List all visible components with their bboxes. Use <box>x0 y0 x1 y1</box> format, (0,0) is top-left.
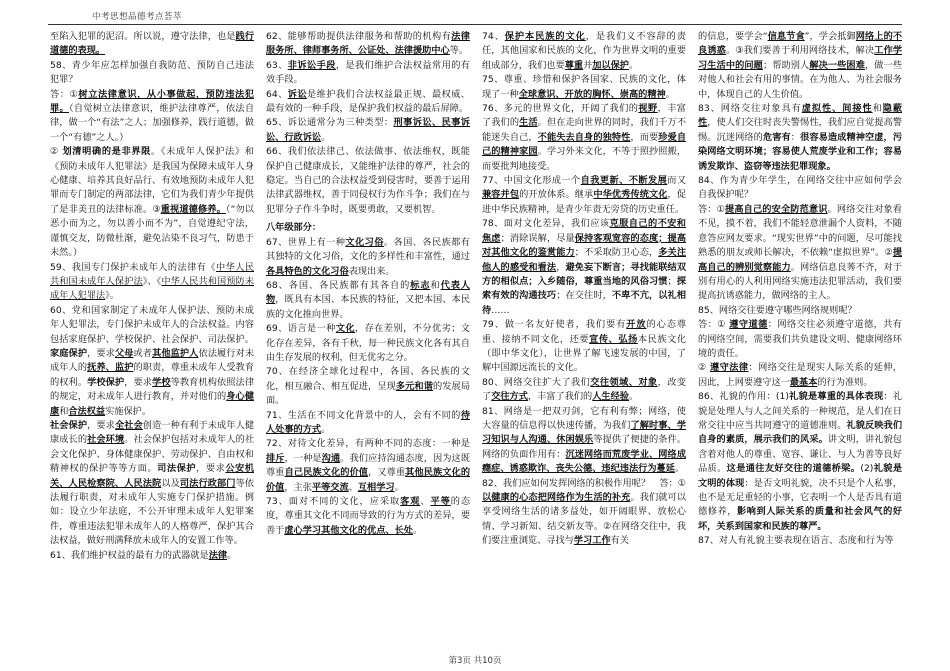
key-point-text: 非诉讼手段 <box>287 59 336 71</box>
body-text: ，丰富了我们的 <box>482 103 686 129</box>
key-point-text: 交往方式 <box>491 391 528 403</box>
key-point-text: 很容易造成精神空虚，污染网络文明环境；容易使人荒废学业和工作；容易诱发欺诈、盗窃等违法犯罪现象。 <box>698 131 902 172</box>
key-point-text: 践行道德的表现。 <box>50 31 254 57</box>
body-text: 。 <box>629 59 639 71</box>
body-text: 75、尊重、珍惜和保护各国家、民族的文化，体现了一种 <box>482 74 686 100</box>
body-text: 等教育机构依照法律的规定，对未成年人进行教育，并对他们的 <box>50 376 254 403</box>
body-text: 77、中国文化形成一个 <box>482 175 581 187</box>
body-text: 。③我们要善于利用网络技术，解决 <box>725 45 875 57</box>
body-text: ，要求 <box>196 463 226 475</box>
key-point-text: 保护本民族的文化 <box>504 31 586 42</box>
body-text: ：是否文明礼貌，决不只是个人私事，也不是无足重轻的小事，它表明一个人是否具有道德修养， <box>698 477 902 518</box>
key-point-text: 刑事诉讼、民事诉讼、行政诉讼 <box>266 117 470 143</box>
paragraph <box>482 73 686 102</box>
body-text: 67、世界上有一种 <box>266 236 346 248</box>
key-point-text: 这是通往友好交往的道德桥梁。 <box>726 463 861 475</box>
paragraph <box>266 437 470 495</box>
body-text: 的信息，要学会“ <box>698 31 768 42</box>
key-point-text: 危害有 <box>762 131 791 143</box>
body-text: 答：① <box>50 88 79 100</box>
body-text: 的态度，尊重其文化不同而导致的行为方式的差异，要善于 <box>266 496 470 536</box>
key-point-text: 排斥 <box>266 452 285 464</box>
body-text: 答：① <box>698 319 730 331</box>
paragraph <box>482 477 686 549</box>
key-point-text: 保持客观宽容的态度；提高对其他文化的鉴赏能力 <box>482 232 686 259</box>
key-point-text: 父母 <box>114 347 134 359</box>
key-point-text: 虚拟性、间接性 <box>801 103 873 115</box>
body-text: ，促进中华民族精神，是青少年责无旁贷的历史重任。 <box>482 189 686 215</box>
body-text: 的行为准则。 <box>817 376 873 388</box>
key-point-text: 合法权益 <box>68 405 106 417</box>
key-point-text: 探索有效的沟通技巧 <box>482 275 686 302</box>
key-point-text: 公安机关、人民检察院、人民法院 <box>50 463 254 489</box>
body-text: ；不采取防卫心态， <box>574 247 659 259</box>
key-point-text: 沉迷网络而荒废学业、网络成瘾症、诱惑欺诈、丧失公德、违纪违法行为蔓延 <box>482 448 686 475</box>
paragraph <box>266 365 470 408</box>
key-point-text: 文化习俗 <box>345 236 384 248</box>
paragraph <box>482 102 686 174</box>
key-point-text: 不能失去自身的独特性 <box>537 131 631 143</box>
body-text: （自觉树立法律意识，维护法律尊严，依法自律，做一个“有法”之人；加强修养，践行道德，做一个“有德”之人。） <box>50 103 254 143</box>
body-text: 74、 <box>482 31 505 42</box>
key-point-text: 学校保护 <box>87 376 125 388</box>
body-text: ；帮助别人 <box>762 59 810 71</box>
body-text: 、 <box>348 481 358 493</box>
body-text: 。《未成年人保护法》和《预防未成年人犯罪法》是我国为保障未成年人身心健康、培养其良好品行、有效地预防未成年人犯罪而专门制定的两部法律，它们为我们青少年提供了是非美丑的法律标准。③ <box>50 146 254 215</box>
body-text: ：网络交往必须遵守道德，共有的网络空间，需要我们共负建设文明、健康网络环境的责任。 <box>698 319 902 359</box>
key-point-text: 宣传、弘扬 <box>589 333 638 345</box>
key-point-text: 避免妄下断言；寻找能联结双方的相似点；入乡随俗，尊重当地的风俗习惯 <box>482 261 686 287</box>
body-text: 》。 <box>105 290 119 302</box>
body-text: (2) <box>860 463 874 475</box>
paragraph <box>50 59 254 88</box>
key-point-text: 影响到人际关系的质量和社会风气的好坏，关系到国家和民族的尊严。 <box>698 506 902 532</box>
body-text: ，主张 <box>284 481 312 493</box>
body-text: 。网络交往对象看不见，摸不着，我们不能轻意泄漏个人资料，不随意答应网友要求。“现实世界”中的问题，尽可能找熟悉的朋友或师长解决，不依赖“虚拟世界”。② <box>698 203 902 259</box>
body-text: 实施保护。 <box>105 405 152 417</box>
body-text: 。各国、各民族都有其独特的文化习俗，文化的多样性和丰富性，通过 <box>266 236 470 263</box>
key-point-text: 待人处事的方式 <box>266 409 470 435</box>
body-text: 59、我国专门保护未成年人的法律有《 <box>50 261 216 273</box>
key-point-text: 尊重 <box>564 59 584 71</box>
key-point-text: 标志 <box>410 279 431 291</box>
key-point-text: 交往领域、对象 <box>590 376 658 388</box>
key-point-text: 自我更新、不断发展 <box>580 175 668 187</box>
body-text: 73、面对不同的文化，应采取 <box>266 496 401 507</box>
key-point-text: 司法行政部门 <box>179 477 236 489</box>
key-point-text: 树立法律意识，从小事做起，预防违法犯罪。 <box>50 88 254 115</box>
key-point-text: 各具特色的文化习俗 <box>266 265 349 277</box>
body-text: 本民族文化（即中华文化），让世界了解飞速发展的中国，了解中国源远流长的文化。 <box>482 333 686 374</box>
key-point-text: 沟通 <box>321 452 341 464</box>
body-text: 84、作为青少年学生，在网络交往中应如何学会自我保护呢？ <box>698 175 902 201</box>
body-text: 78、面对文化差异，我们应该 <box>482 218 610 230</box>
body-text: 。但在走向世界的同时，我们千万不能迷失自己， <box>482 117 686 143</box>
paragraph <box>50 419 254 549</box>
key-point-text: 礼貌是尊重的具体表现 <box>788 391 884 403</box>
body-text: ，丰富了我们的 <box>527 391 593 403</box>
key-point-text: 生活 <box>519 117 538 129</box>
body-text: 。社会保护包括对未成年人的社会文化保护、身体健康保护、劳动保护、自由权和精神权的保护等等方面。 <box>50 434 254 475</box>
body-text: ； <box>667 275 677 287</box>
paragraph <box>266 145 470 217</box>
key-point-text: 信息节食 <box>767 31 805 42</box>
paragraph <box>698 30 902 102</box>
body-text: ，是我们义不容辞的责任，其他国家和民族的文化，作为世界文明的重要组成部分，我们也要 <box>482 31 686 71</box>
body-text: 、 <box>420 496 431 507</box>
body-text: 表现出来。 <box>348 265 395 277</box>
paragraph <box>50 145 254 260</box>
body-text: 。网络信息良莠不齐，对于别有用心的人利用网络实施违法犯罪活动，我们要提高抗诱惑能力，做网络的主人。 <box>698 261 902 302</box>
key-point-text: 社会保护 <box>50 419 88 431</box>
body-text: ，而要 <box>630 131 659 143</box>
body-text: 61、我们维护权益的最有力的武器就是 <box>50 549 209 561</box>
paragraph <box>266 30 470 59</box>
body-text: 82、我们应如何发挥网络的积极作用呢？ 答：① <box>482 477 686 489</box>
body-text: ：礼貌是处理人与人之间关系的一种规范，是人们在日常交往中应当共同遵守的道德准则。 <box>698 391 902 431</box>
body-text: ，存在差别，不分优劣；文化存在差异，各有千秋，每一种民族文化各有其自由生存发展的权利，但无优劣之分。 <box>266 323 470 363</box>
body-text: 62、能够帮助提供法律服务和帮助的机构有 <box>266 31 452 42</box>
body-text: 或者 <box>133 347 153 359</box>
body-text: 等依法履行职责，对未成年人实施专门保护措施。例如：设立少年法庭，不公开审理未成年人犯罪案件，尊重违法犯罪未成年人的人格尊严，保护其合法权益，做好刑满释放未成年人的安置工作等。 <box>50 477 254 547</box>
body-text: 。 <box>321 423 331 435</box>
key-point-text: 遵守法律 <box>710 362 749 374</box>
body-text: 86、礼貌的作用：(1) <box>698 391 789 403</box>
body-text: ，要求 <box>124 376 153 388</box>
body-text: ，既具有本国、本民族的特征，又把本国、本民族的文化推向世界。 <box>266 294 470 320</box>
document-body <box>50 30 902 640</box>
body-text: 至陷入犯罪的泥沼。所以说，遵守法律，也是 <box>50 31 236 42</box>
header-rule <box>48 24 902 25</box>
body-text: ，使人们交往时丧失警惕性，我们应自觉提高警惕。沉迷网络的 <box>698 117 902 143</box>
paragraph <box>698 304 902 318</box>
key-point-text: 法律服务所、律师事务所、公证处、法律援助中心 <box>266 31 470 57</box>
body-text: 85、网络交往要遵守哪些网络规则呢？ <box>698 304 857 316</box>
body-text: 。 <box>665 88 675 100</box>
paragraph <box>698 203 902 304</box>
body-text: 。 <box>674 463 685 475</box>
key-point-text: 解决一些困难 <box>809 59 865 71</box>
section-heading: 八年级部分： <box>266 222 322 234</box>
key-point-text: 虚心学习其他文化的优点、长处 <box>284 524 413 536</box>
body-text: 并 <box>583 59 593 71</box>
key-point-text: 重视道德修养。 <box>160 203 226 215</box>
body-text: 是维护我们合法权益最正规、最权威、最有效的一种手段，是保护我们权益的最后屏障。 <box>266 88 470 115</box>
body-text: 79、做一名友好使者，我们要有 <box>482 319 627 331</box>
body-text: 65、诉讼通常分为三种类型： <box>266 117 394 129</box>
body-text: 81、网络是一把双刃剑，它有利有弊；网络，使大容量的信息得以快速传播，为我们 <box>482 405 686 431</box>
paragraph <box>50 88 254 146</box>
paragraph <box>698 174 902 203</box>
body-text: 72、对待文化差异，有两种不同的态度：一种是 <box>266 438 470 450</box>
key-point-text: 家庭保护 <box>50 347 88 359</box>
body-text: ，要求 <box>87 347 115 359</box>
body-text: 。学习外来文化，不等于照抄照搬，而要批判地接受。 <box>482 146 686 172</box>
key-point-text: 多关注他人的感受和看法 <box>482 247 686 273</box>
paragraph <box>698 318 902 361</box>
body-text: ，做一些对他人和社会有用的事情。在为他人、为社会服务中，体现自己的人生价值。 <box>698 59 902 100</box>
body-text: ：网络交往是现实人际关系的延伸，因此，上网要遵守这一 <box>698 362 902 388</box>
page-footer: 第3页 共10页 <box>448 656 502 666</box>
body-text: …… <box>491 304 510 316</box>
body-text: 58、青少年应怎样加强自我防范、预防自己违法犯罪？ <box>50 59 254 86</box>
text-column-3 <box>482 30 686 640</box>
key-point-text: 中华优秀传统文化 <box>593 189 668 201</box>
paragraph <box>698 390 902 534</box>
paragraph <box>482 405 686 477</box>
key-point-text: 平等 <box>430 496 451 507</box>
key-point-text: 司法保护 <box>157 463 197 475</box>
body-text: 80、网络交往扩大了我们 <box>482 376 591 388</box>
body-text: 87、对人有礼貌主要表现在语言、态度和行为等 <box>698 535 894 547</box>
body-text: 66、我们依法律己、依法做事、依法维权，既能保护自己健康成长，又能维护法律的尊严，社会的稳定。当自己的合法权益受到侵害时，要善于运用法律武器维权，善于同侵权行为作斗争；我们在与犯罪分子作斗争时，既要勇敢，又要机智。 <box>266 146 470 215</box>
key-point-text: 其他民族文化的价值 <box>266 467 470 493</box>
paragraph <box>266 495 470 538</box>
paragraph <box>266 116 470 145</box>
paragraph <box>266 236 470 279</box>
body-text: 和 <box>430 279 441 291</box>
key-point-text: 最基本 <box>789 376 818 388</box>
key-point-text: 加以保护 <box>592 59 629 71</box>
body-text: （“勿以恶小而为之，勿以善小而不为”，自觉遵纪守法，谨慎交友，防微杜渐，避免沾染不良习气，防患于未然。） <box>50 203 254 259</box>
key-point-text: 网络上的不良诱惑 <box>698 31 902 57</box>
header-title: 中考思想品德考点荟萃 <box>92 12 183 22</box>
key-point-text: 礼貌是文明的体现 <box>698 463 902 489</box>
paragraph <box>698 361 902 390</box>
key-point-text: 划清明确的是非界限 <box>62 146 152 158</box>
key-point-text: 文化 <box>335 323 356 335</box>
body-text: 64、 <box>266 88 288 100</box>
body-text: 》、《 <box>142 275 162 287</box>
body-text: 。我们应持沟通态度，因为这既尊重 <box>266 452 470 479</box>
key-point-text: 不卑不亢，以礼相待 <box>482 290 686 316</box>
paragraph <box>698 102 902 174</box>
body-text: ，是我们维护合法权益常用的有效手段。 <box>266 59 470 86</box>
body-text: ”，学会抵御 <box>804 31 856 42</box>
body-text: ，一种是 <box>284 452 322 464</box>
key-point-text: 工作学习生活中的问题 <box>698 45 902 71</box>
body-text: 有关 <box>610 535 629 547</box>
body-text: 。我们就可以享受网络生活的诸多益处，如开阔眼界、放松心情、学习新知、结交新友等。②在网络交往中，我们要注重浏览、寻找与 <box>482 492 686 547</box>
paragraph <box>266 59 470 88</box>
key-point-text: 遵守道德 <box>729 319 768 331</box>
key-point-text: 提高自己的辨别觉察能力 <box>698 247 902 273</box>
body-text: 讲文明，讲礼貌包含着对他人的尊重、宽容、谦让、与人为善等良好品质。 <box>698 434 902 475</box>
key-point-text: 人生经验 <box>592 391 629 403</box>
body-text: 等。 <box>449 45 469 57</box>
key-point-text: 学习工作 <box>573 535 611 547</box>
body-text: ， <box>556 261 566 273</box>
body-text: ，要求 <box>87 419 115 431</box>
body-text: ： <box>790 131 801 143</box>
body-text: ② <box>698 362 711 374</box>
key-point-text: 了解时事、学习知识与人沟通、休闲娱乐 <box>482 419 686 446</box>
paragraph <box>698 534 902 548</box>
paragraph <box>50 549 254 563</box>
text-column-4 <box>698 30 902 640</box>
paragraph <box>482 217 686 318</box>
text-column-2 <box>266 30 470 640</box>
key-point-text: 开放 <box>626 319 647 331</box>
key-point-text: 珍爱自己的精神家园 <box>482 131 686 158</box>
paragraph <box>50 261 254 304</box>
key-point-text: 互相学习 <box>357 481 395 493</box>
key-point-text: 多元和谐 <box>395 380 433 392</box>
key-point-text: 抚养、监护 <box>87 362 134 374</box>
body-text: ② <box>50 146 63 158</box>
body-text: ，改变了 <box>482 376 686 403</box>
body-text: 。 <box>394 481 404 493</box>
paragraph <box>482 30 686 73</box>
key-point-text: 身心健康 <box>50 391 254 417</box>
key-point-text: 诉讼 <box>287 88 307 100</box>
body-text: 76、多元的世界文化，开阔了我们的 <box>482 103 639 115</box>
key-point-text: 法律 <box>208 549 228 561</box>
key-point-text: 克服自己的不安和焦虑 <box>482 218 686 244</box>
body-text: 的心态尊重、接纳不同文化，还要 <box>482 319 686 345</box>
body-text: 和 <box>59 405 69 417</box>
key-point-text: 提高自己的安全防范意识 <box>725 203 828 215</box>
key-point-text: 代表人物 <box>266 279 470 306</box>
key-point-text: 以健康的心态把网络作为生活的补充 <box>482 492 631 503</box>
body-text: 60、党和国家制定了未成年人保护法、预防未成年人犯罪法，专门保护未成年人的合法权益。内容包括家庭保护、学校保护、社会保护、司法保护。 <box>50 304 254 345</box>
body-text: 而又 <box>667 175 686 187</box>
body-text: 的发展局面。 <box>266 380 470 407</box>
body-text: 和 <box>872 103 883 115</box>
key-point-text: 学校 <box>152 376 171 388</box>
paragraph <box>482 376 686 405</box>
key-point-text: 客观 <box>400 496 421 507</box>
body-text: 等提供了便捷的条件。网络的负面作用有： <box>482 434 686 460</box>
key-point-text: 其他监护人 <box>152 347 199 359</box>
key-point-text: 平等交流 <box>311 481 349 493</box>
body-text: ；在交往时， <box>556 290 612 302</box>
key-point-text: 社会环境 <box>87 434 125 446</box>
body-text: ；消除误解，尽量 <box>500 232 575 244</box>
paragraph <box>50 30 254 59</box>
key-point-text: 全社会 <box>114 419 143 431</box>
body-text: ，又尊重 <box>368 467 406 479</box>
text-column-1 <box>50 30 254 640</box>
key-point-text: 礼貌反映我们自身的素质，展示我们的风采。 <box>698 419 902 446</box>
body-text: 。 <box>321 131 331 143</box>
paragraph <box>50 304 254 419</box>
paragraph <box>266 409 470 438</box>
body-text: 63、 <box>266 59 288 71</box>
body-text: 的开放体系。继承 <box>519 189 594 201</box>
body-text: 70、在经济全球化过程中，各国、各民族的文化，相互融合、相互促进，呈现 <box>266 366 470 392</box>
body-text: 创造一种有利于未成年人健康成长的 <box>50 419 254 446</box>
body-text: 。 <box>629 391 639 403</box>
paragraph <box>266 88 470 117</box>
body-text: 中华人民共和国未成年人保护法 <box>50 261 254 287</box>
body-text: 以及 <box>161 477 180 489</box>
key-point-text: 兼容并包 <box>482 189 520 201</box>
key-point-text: 视野 <box>638 103 658 115</box>
body-text: 68、各国、各民族都有其各自的 <box>266 279 411 291</box>
key-point-text: 全球意识、开放的胸怀、崇高的精神 <box>518 88 666 100</box>
key-point-text: 自己民族文化的价值 <box>284 467 369 479</box>
page-header <box>0 0 950 26</box>
body-text: 的职责，尊重未成年人受教育的权利。 <box>50 362 254 388</box>
paragraph <box>266 221 470 235</box>
body-text: 。 <box>227 549 237 561</box>
body-text: 69、语言是一种 <box>266 323 336 335</box>
body-text: 83、网络交往对象具有 <box>698 103 802 115</box>
body-text: 。 <box>413 524 423 536</box>
body-text: 依法履行对未成年人的 <box>50 347 254 374</box>
paragraph <box>482 318 686 376</box>
paragraph <box>482 174 686 217</box>
body-text: 71、生活在不同文化背景中的人，会有不同的 <box>266 409 461 421</box>
key-point-text: 隐蔽性 <box>698 103 902 129</box>
paragraph <box>266 322 470 365</box>
body-text: 答：① <box>698 203 726 215</box>
paragraph <box>266 279 470 322</box>
body-text: 中华人民共和国预防未成年人犯罪法 <box>50 275 254 302</box>
